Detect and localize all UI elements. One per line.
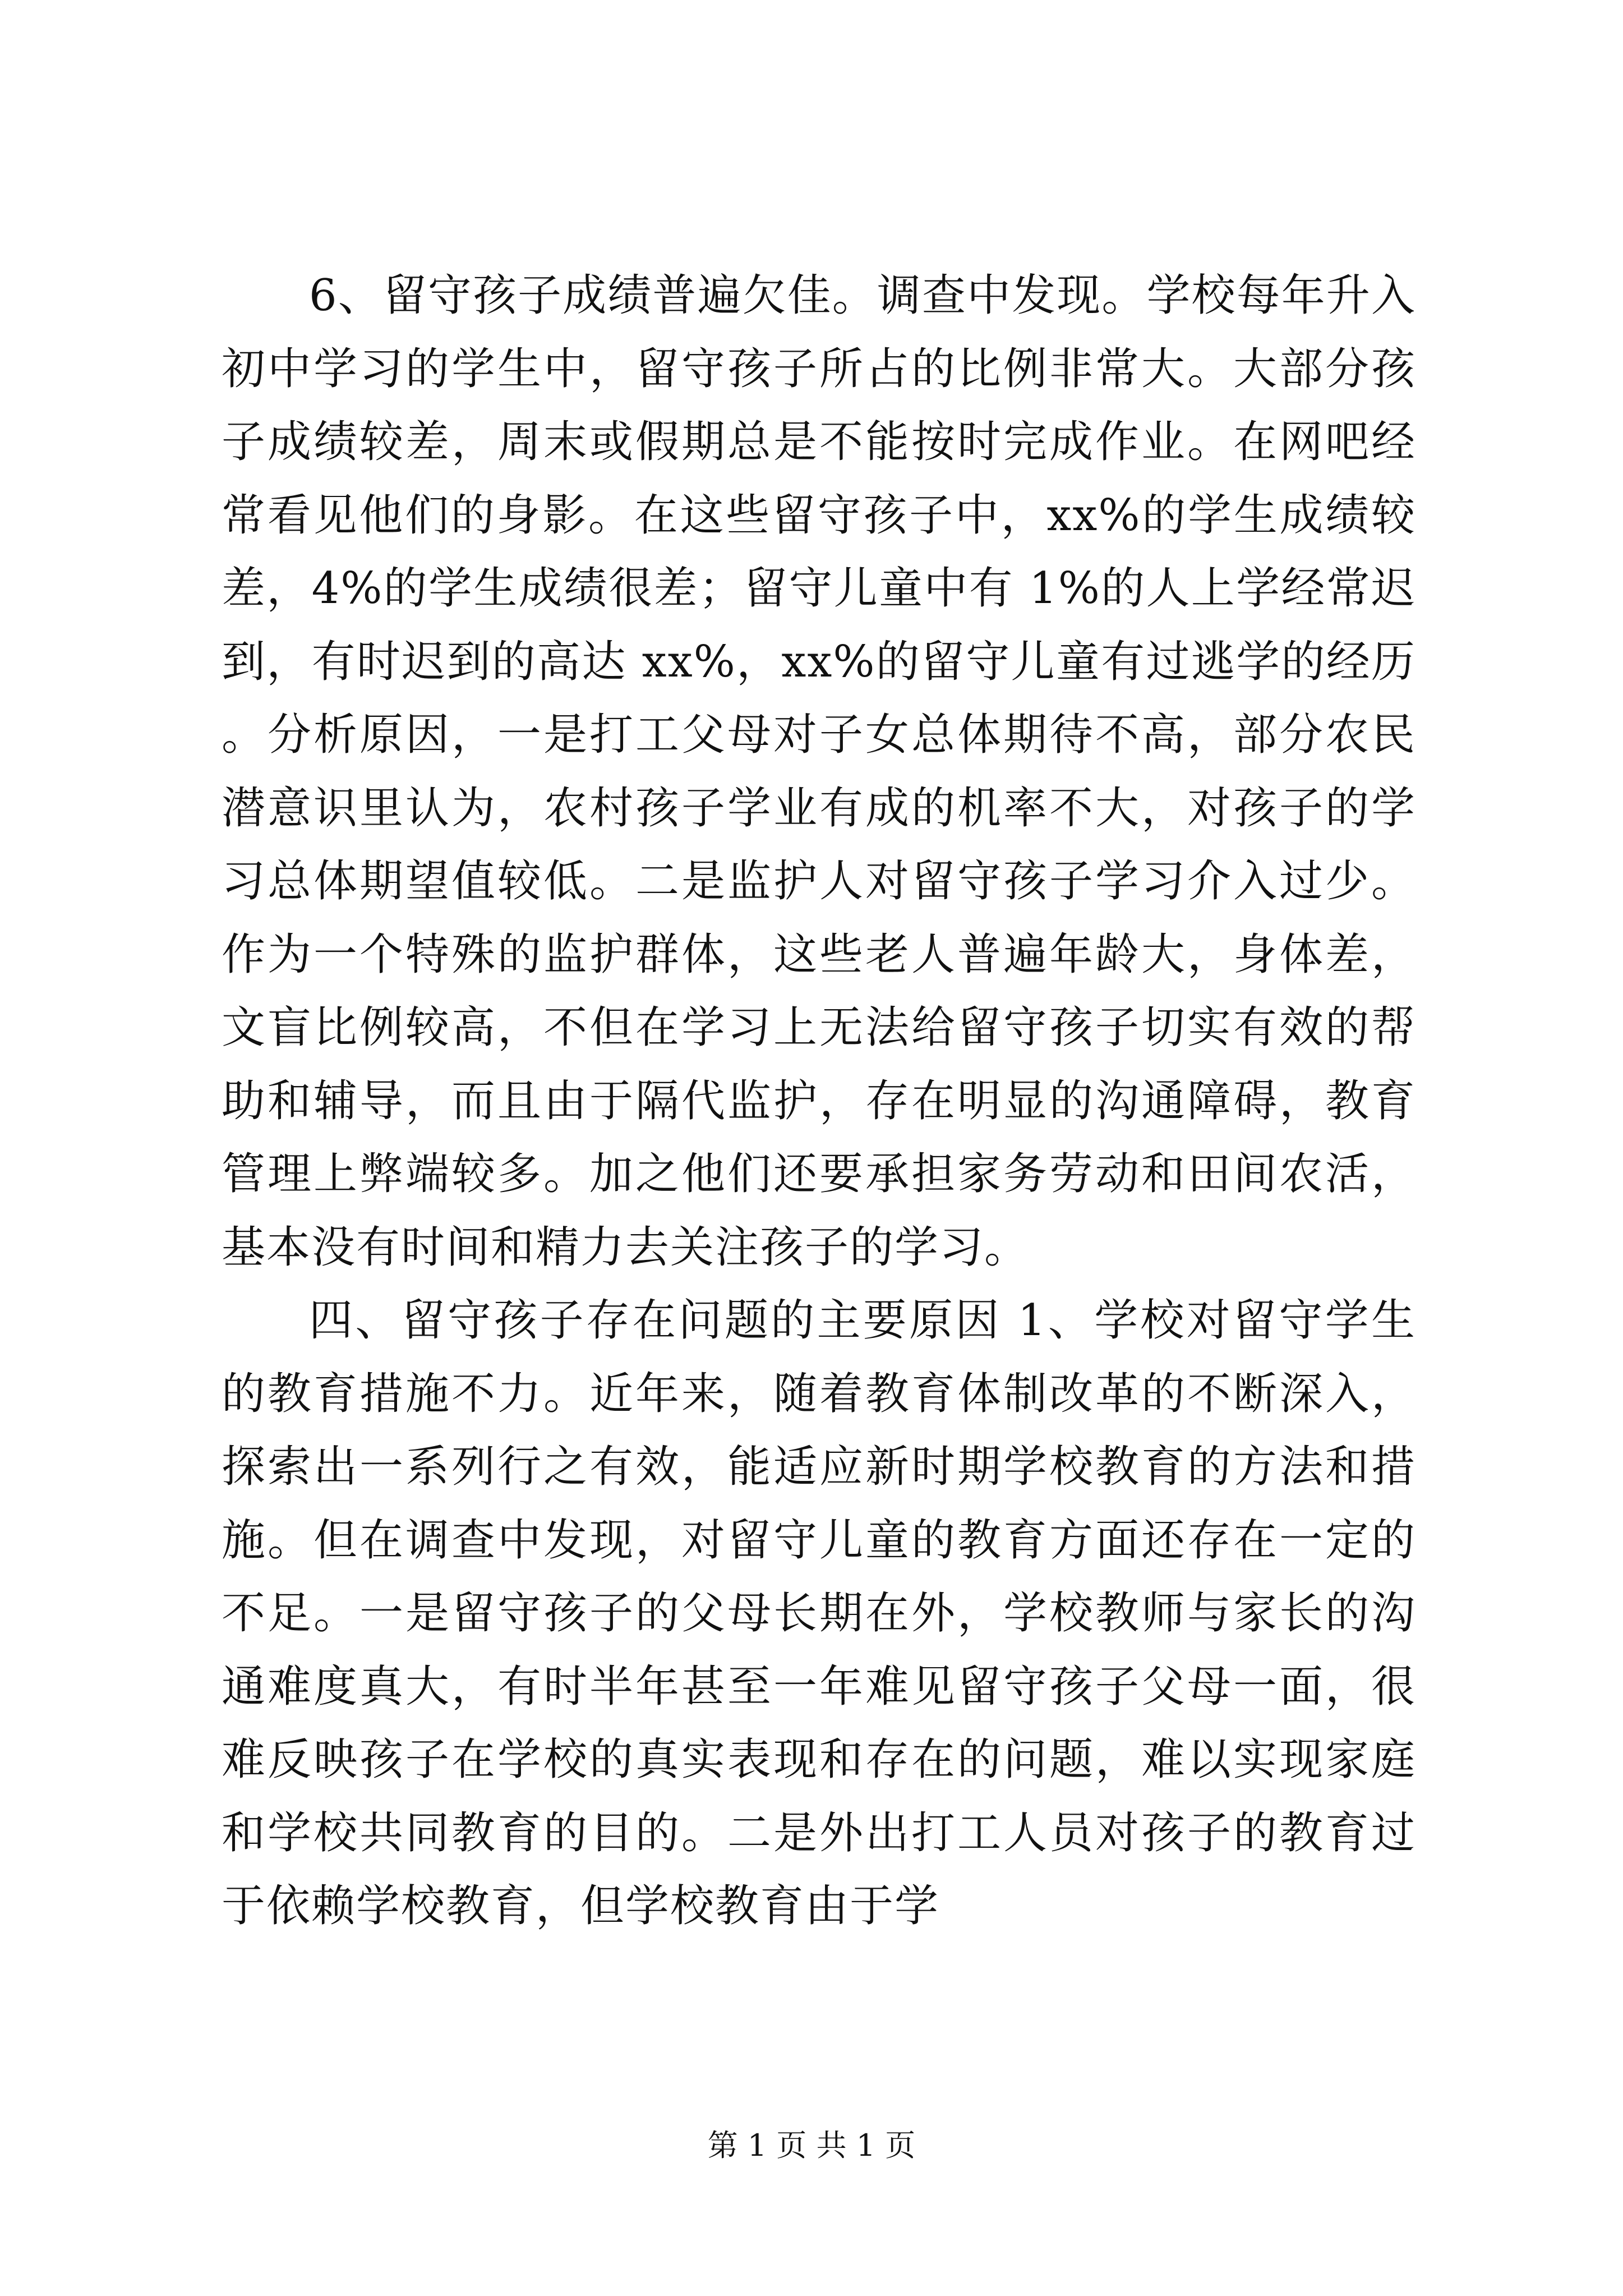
document-body xyxy=(222,259,1416,1943)
paragraph-1: 6、留守孩子成绩普遍欠佳。调查中发现。学校每年升入初中学习的学生中，留守孩子所占的比例非常大。大部分孩子成绩较差，周末或假期总是不能按时完成作业。在网吧经常看见他们的身影。在这些留守孩子中，xx%的学生成绩较差，4%的学生成绩很差；留守儿童中有 1%的人上学经常迟到，有时迟到的高达 xx%，xx%的留守儿童有过逃学的经历。分析原因，一是打工父母对子女总体期待不高，部分农民潜意识里认为，农村孩子学业有成的机率不大，对孩子的学习总体期望值较低。二是监护人对留守孩子学习介入过少。作为一个特殊的监护群体，这些老人普遍年龄大，身体差，文盲比例较高，不但在学习上无法给留守孩子切实有效的帮助和辅导，而且由于隔代监护，存在明显的沟通障碍，教育管理上弊端较多。加之他们还要承担家务劳动和田间农活，基本没有时间和精力去关注孩子的学习。 xyxy=(222,270,1416,1273)
page-number: 第 1 页 共 1 页 xyxy=(707,2128,916,2163)
paragraph-2: 四、留守孩子存在问题的主要原因 1、学校对留守学生的教育措施不力。近年来，随着教育体制改革的不断深入，探索出一系列行之有效，能适应新时期学校教育的方法和措施。但在调查中发现，对留守儿童的教育方面还存在一定的不足。一是留守孩子的父母长期在外，学校教师与家长的沟通难度真大，有时半年甚至一年难见留守孩子父母一面，很难反映孩子在学校的真实表现和存在的问题，难以实现家庭和学校共同教育的目的。二是外出打工人员对孩子的教育过于依赖学校教育，但学校教育由于学 xyxy=(222,1295,1416,1931)
page-footer xyxy=(0,2126,1623,2165)
